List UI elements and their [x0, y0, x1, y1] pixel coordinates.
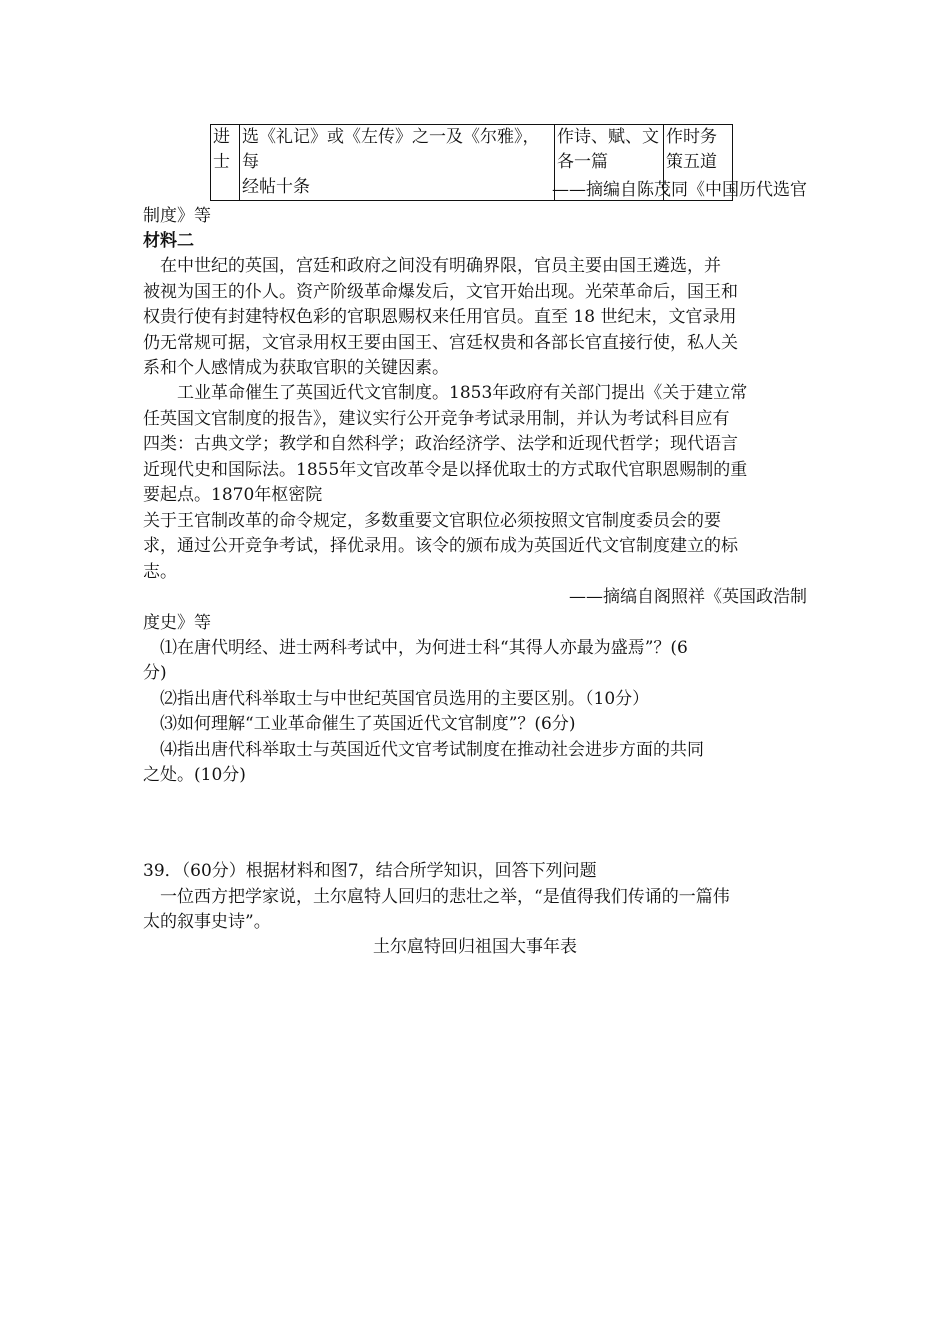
cell-line: 作诗、赋、文	[557, 127, 659, 147]
question-1-cont: 分)	[143, 663, 167, 683]
source-citation-2: ——摘缟自阁照祥《英国政浩制	[569, 587, 807, 607]
question-1: ⑴在唐代明经、进士两科考试中，为何进士科“其得人亦最为盛焉”？(6	[143, 638, 688, 658]
chronology-table-title: 土尔扈特回归祖国大事年表	[373, 937, 577, 957]
source-citation-1-cont: 制度》等	[143, 206, 211, 226]
question-4-cont: 之处。(10分)	[143, 765, 246, 785]
paragraph-line: 求，通过公开竞争考试，择优录用。该令的颁布成为英国近代文官制度建立的标	[143, 536, 738, 556]
paragraph-line: 近现代史和国际法。1855年文官改革令是以择优取士的方式取代官职恩赐制的重	[143, 460, 748, 480]
material-heading: 材料二	[143, 231, 194, 251]
cell-line: 选《礼记》或《左传》之一及《尔雅》，每	[242, 127, 540, 172]
paragraph-line: 在中世纪的英国，宫廷和政府之间没有明确界限，官员主要由国王遴选，并	[143, 256, 721, 276]
question-39-quote: 一位西方把学家说，土尔扈特人回归的悲壮之举，“是值得我们传诵的一篇伟	[143, 887, 730, 907]
cell-line: 作时务	[666, 127, 717, 147]
source-citation-1: ——摘编自陈茂同《中国历代选官	[552, 180, 807, 200]
paragraph-line: 要起点。1870年枢密院	[143, 485, 323, 505]
paragraph-line: 任英国文官制度的报告》，建议实行公开竞争考试录用制，并认为考试科目应有	[143, 409, 730, 429]
cell-line: 士	[213, 152, 230, 172]
question-39-quote-cont: 太的叙事史诗”。	[143, 912, 271, 932]
paragraph-line: 权贵行使有封建特权色彩的官职恩赐权来任用官员。直至 18 世纪末，文官录用	[143, 307, 737, 327]
paragraph-line: 志。	[143, 562, 177, 582]
paragraph-line: 仍无常规可据，文官录用权王要由国王、宫廷权贵和各部长官直接行使，私人关	[143, 333, 738, 353]
cell-line: 各一篇	[557, 152, 608, 172]
cell-line: 经帖十条	[242, 177, 310, 197]
question-3: ⑶如何理解“工业革命催生了英国近代文官制度”？(6分)	[143, 714, 576, 734]
cell-line: 进	[213, 127, 230, 147]
paragraph-line: 工业革命催生了英国近代文官制度。1853年政府有关部门提出《关于建立常	[143, 383, 748, 403]
source-citation-2-cont: 度史》等	[143, 613, 211, 633]
question-39-intro: 39．（60分）根据材料和图7，结合所学知识，回答下列问题	[143, 861, 597, 881]
cell-line: 策五道	[666, 152, 717, 172]
question-4: ⑷指出唐代科举取士与英国近代文官考试制度在推动社会进步方面的共同	[143, 740, 704, 760]
question-2: ⑵指出唐代科举取士与中世纪英国官员选用的主要区别。（10分）	[143, 689, 650, 709]
paragraph-line: 关于王官制改革的命令规定，多数重要文官职位必须按照文官制度委员会的要	[143, 511, 721, 531]
paragraph-line: 系和个人感情成为获取官职的关键因素。	[143, 358, 449, 378]
paragraph-line: 被视为国王的仆人。资产阶级革命爆发后，文官开始出现。光荣革命后，国王和	[143, 282, 738, 302]
paragraph-line: 四类：古典文学；教学和自然科学；政治经济学、法学和近现代哲学；现代语言	[143, 434, 738, 454]
